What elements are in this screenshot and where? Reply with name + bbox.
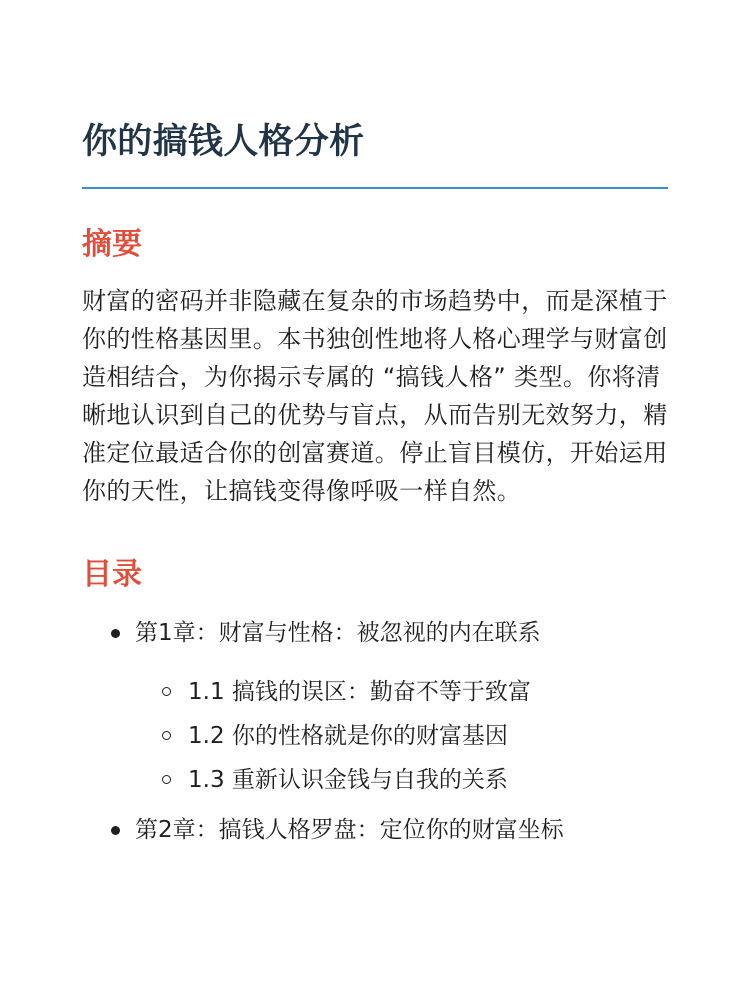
section-1-2-label: 1.2 你的性格就是你的财富基因	[188, 723, 508, 749]
bullet-circle-icon	[162, 687, 171, 696]
bullet-disc-icon	[111, 826, 120, 835]
bullet-circle-icon	[162, 731, 171, 740]
toc-chapter-2	[108, 812, 668, 848]
toc-section-1-1	[162, 674, 668, 710]
toc-chapter-1	[108, 615, 668, 798]
toc-section-1-2	[162, 718, 668, 754]
toc-heading: 目录	[82, 557, 142, 592]
summary-heading: 摘要	[82, 227, 142, 262]
bullet-disc-icon	[111, 629, 120, 638]
table-of-contents	[82, 615, 668, 848]
title-divider	[82, 187, 668, 189]
bullet-circle-icon	[162, 775, 171, 784]
chapter-2-label: 第2章：搞钱人格罗盘：定位你的财富坐标	[135, 817, 564, 843]
section-1-3-label: 1.3 重新认识金钱与自我的关系	[188, 767, 508, 793]
chapter-1-label: 第1章：财富与性格：被忽视的内在联系	[135, 620, 541, 646]
page-title: 你的搞钱人格分析	[82, 122, 365, 162]
summary-paragraph: 财富的密码并非隐藏在复杂的市场趋势中，而是深植于你的性格基因里。本书独创性地将人格心理学与财富创造相结合，为你揭示专属的 “搞钱人格” 类型。你将清晰地认识到自己的优势与盲点，从而告别无效努力，精准定位最适合你的创富赛道。停止盲目模仿，开始运用你的天性，让搞钱变得像呼吸一样自然。	[82, 287, 668, 505]
section-1-1-label: 1.1 搞钱的误区：勤奋不等于致富	[188, 679, 531, 705]
toc-section-1-3	[162, 762, 668, 798]
chapter-1-sections	[135, 674, 668, 798]
